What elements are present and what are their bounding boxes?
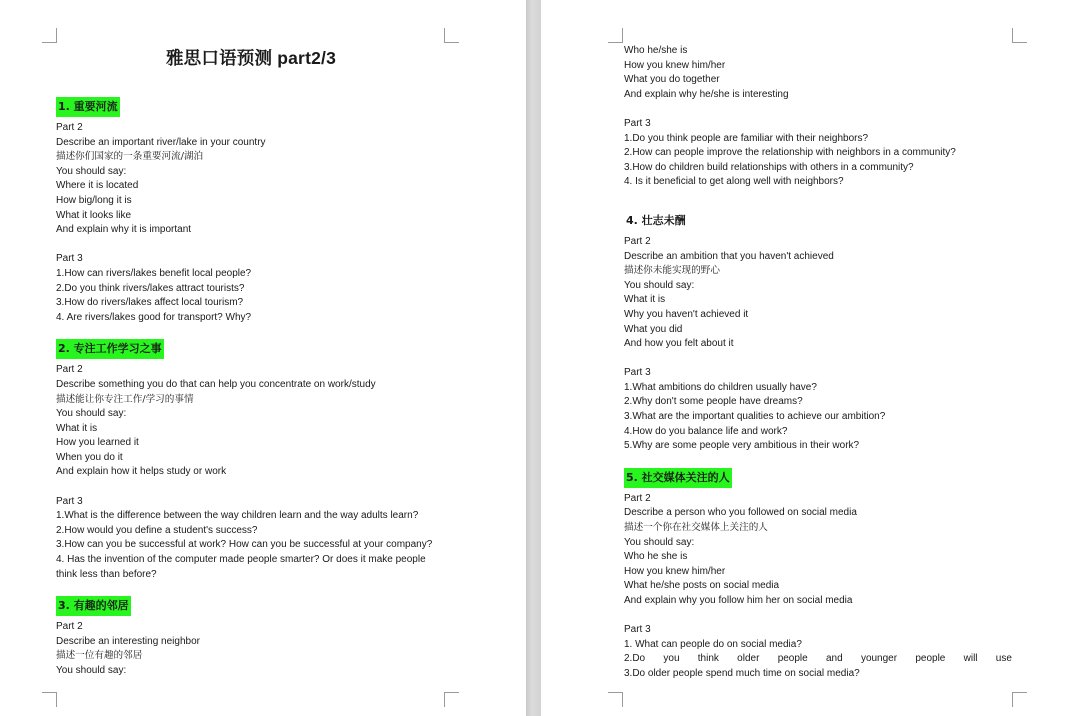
text-line: 3.How can you be successful at work? How can you be successful at your company? [56,539,433,551]
word: and [825,653,843,665]
text-line: Who he/she is [624,45,688,56]
word: think [697,653,719,665]
text-line: How you knew him/her [624,565,726,577]
text-line: How you learned it [56,437,139,449]
text-line: What he/she posts on social media [624,580,780,592]
text-line: 1. What can people do on social media? [624,638,802,650]
word: use [995,653,1012,665]
blank-line [56,238,526,253]
text-line: What it is [624,294,666,306]
word: people [915,653,946,665]
word: you [663,653,680,665]
text-line: Part 2 [56,621,83,633]
text-line: And explain why it is important [56,224,192,236]
text-line: 4. Is it beneficial to get along well with neighbors? [624,176,844,188]
section [56,338,526,582]
text-line: Part 3 [624,367,651,379]
text-line: Part 3 [56,253,83,265]
text-line: You should say: [624,279,695,291]
text-line: 1.What is the difference between the way children learn and the way adults learn? [56,510,419,522]
section-heading: 4. 壮志未酬 [626,213,686,227]
text-line: 5.Why are some people very ambitious in their work? [624,440,860,452]
text-line: Describe an interesting neighbor [56,635,200,647]
text-line: Describe something you do that can help you concentrate on work/study [56,378,376,390]
text-line: 3.How do rivers/lakes affect local tourism? [56,297,244,309]
document-page-right [541,0,1080,716]
text-line: 1.Do you think people are familiar with their neighbors? [624,132,869,144]
word: people [777,653,808,665]
text-line: 1.How can rivers/lakes benefit local people? [56,267,252,279]
text-line: 3.What are the important qualities to achieve our ambition? [624,411,886,423]
text-line: Part 2 [624,492,651,504]
word: older [737,653,760,665]
text-line: Why you haven't achieved it [624,308,749,320]
text-line: And explain why you follow him her on social media [624,595,853,606]
text-line: 描述你未能实现的野心 [624,265,720,277]
page-content [541,0,1080,716]
section-heading: 2. 专注工作学习之事 [56,338,526,358]
text-line: Describe an important river/lake in your country [56,136,266,148]
text-line: 2.Why don't some people have dreams? [624,396,803,408]
text-line: Part 2 [624,235,651,247]
text-line: 2.How can people improve the relationship with neighbors in a community? [624,147,956,159]
text-line: 3.Do older people spend much time on social media? [624,667,860,679]
word: younger [860,653,898,665]
page-content [0,0,526,716]
text-line: And explain how it helps study or work [56,466,227,478]
text-line: Part 2 [56,122,83,133]
text-line: Where it is located [56,180,139,192]
text-line: Part 3 [56,495,83,507]
blank-line [624,352,1080,367]
section [624,210,1080,454]
text-line: What it looks like [56,209,132,221]
text-line: Describe an ambition that you haven't achieved [624,250,834,262]
text-line: 3.How do children build relationships with others in a community? [624,161,914,173]
section [56,595,526,678]
text-line: 1.What ambitions do children usually have? [624,381,817,393]
text-line: Part 3 [624,624,651,636]
text-line: What it is [56,422,98,434]
blank-line [56,480,526,495]
document-title: 雅思口语预测 part2/3 [165,48,337,68]
text-line: When you do it [56,451,123,463]
text-line: 4. Has the invention of the computer made people smarter? Or does it make people think less than before? [56,554,426,580]
text-line: 描述一个你在社交媒体上关注的人 [624,522,768,534]
section [56,96,526,325]
text-line: You should say: [624,536,695,548]
section-heading: 1. 重要河流 [56,96,526,116]
text-line: 4. Are rivers/lakes good for transport? Why? [56,311,252,323]
text-line: You should say: [56,665,127,676]
text-line: 描述一位有趣的邻居 [56,650,143,662]
text-line: 描述能让你专注工作/学习的事情 [56,393,194,405]
text-line: 2.Do you think rivers/lakes attract tourists? [56,282,245,294]
text-line: 2.How would you define a student's success? [56,524,258,536]
text-line: Part 3 [624,117,651,129]
section [624,467,1080,682]
text-line: Part 2 [56,364,83,376]
page-gutter [526,0,541,716]
text-line: And explain why he/she is interesting [624,88,789,100]
text-line: How you knew him/her [624,59,726,71]
blank-line [624,102,1080,117]
text-line: And how you felt about it [624,338,734,350]
text-line: How big/long it is [56,194,132,206]
text-line: What you do together [624,74,720,86]
section-heading: 3. 有趣的邻居 [56,595,526,615]
text-line: What you did [624,323,683,335]
word: will [963,653,978,665]
section-heading: 5. 社交媒体关注的人 [624,467,1080,487]
text-line: 4.How do you balance life and work? [624,425,788,437]
blank-line [624,609,1080,624]
text-line: 描述你们国家的一条重要河流/湖泊 [56,151,204,163]
document-page-left [0,0,526,716]
word: 2.Do [624,653,646,665]
section-continuation [624,44,1080,190]
text-line: Describe a person who you followed on social media [624,507,857,519]
text-line: Who he she is [624,551,688,563]
text-line: You should say: [56,165,127,177]
text-line: You should say: [56,408,127,420]
justified-text-line [624,652,1012,667]
